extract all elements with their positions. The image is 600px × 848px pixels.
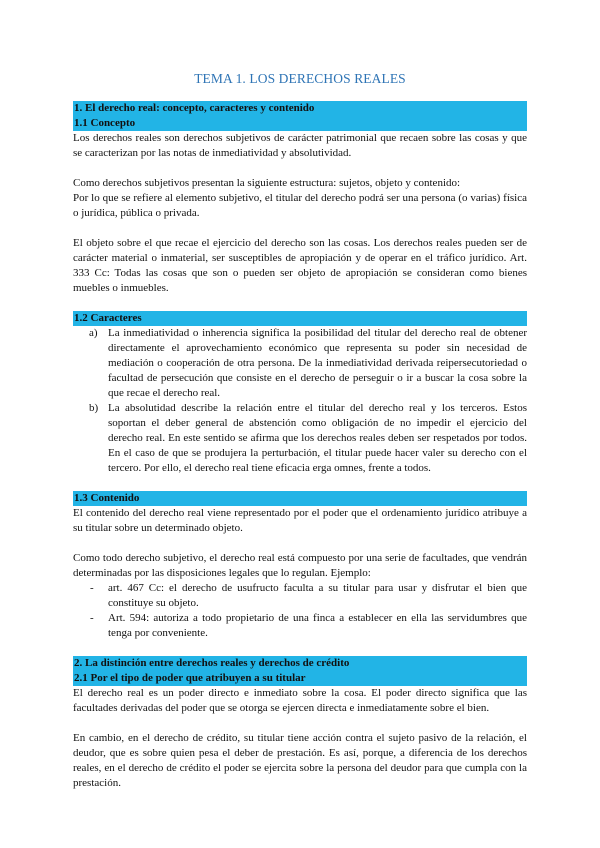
list-marker: b) — [89, 402, 99, 414]
concepto-paragraph-2a: Como derechos subjetivos presentan la siguiente estructura: sujetos, objeto y contenido: — [73, 177, 461, 189]
section-1-heading: 1. El derecho real: concepto, caracteres y contenido — [73, 101, 527, 116]
list-marker: - — [90, 612, 94, 624]
section-2-heading: 2. La distinción entre derechos reales y derechos de crédito — [73, 656, 527, 671]
contenido-paragraph-1: El contenido del derecho real viene representado por el poder que el ordenamiento jurídico atribuye a su titular sobre un determinado objeto. — [73, 507, 527, 534]
section-2-1-heading: 2.1 Por el tipo de poder que atribuyen a su titular — [73, 671, 527, 686]
list-item-text: La inmediatividad o inherencia significa la posibilidad del titular del derecho real de obtener directamente el aprovechamiento económico que representa su poder sin necesidad de mediación o cooperación de otra persona. De la inmediatividad derivada reipersecutoriedad o facultad de persecución que consiste en el derecho de perseguir o ir a buscar la cosa sobre la que recae el derecho real. — [108, 327, 527, 399]
list-item — [73, 401, 527, 476]
list-item — [73, 326, 527, 401]
poder-paragraph-1: El derecho real es un poder directo e inmediato sobre la cosa. El poder directo significa que las facultades derivadas del poder que se otorga se ejercen directa e inmediatamente sobre el bien. — [73, 687, 527, 714]
poder-paragraph-2: En cambio, en el derecho de crédito, su titular tiene acción contra el sujeto pasivo de la relación, el deudor, que es sobre quien pesa el deber de prestación. Es así, porque, a diferencia de los derechos reales, en el derecho de crédito el poder se ejercita sobre la persona del deudor para que cumpla con la prestación. — [73, 732, 527, 789]
document-content — [73, 70, 527, 791]
list-marker: - — [90, 582, 94, 594]
section-1-2-heading: 1.2 Caracteres — [73, 311, 527, 326]
concepto-paragraph-2b: Por lo que se refiere al elemento subjetivo, el titular del derecho podrá ser una persona (o varias) física o jurídica, pública o privada. — [73, 192, 527, 219]
caracteres-list — [73, 326, 527, 476]
list-item — [73, 611, 527, 641]
list-item — [73, 581, 527, 611]
list-item-text: Art. 594: autoriza a todo propietario de una finca a establecer en ella las servidumbres que tenga por conveniente. — [108, 612, 527, 639]
contenido-paragraph-2: Como todo derecho subjetivo, el derecho real está compuesto por una serie de facultades, que vendrán determinadas por las disposiciones legales que lo regulan. Ejemplo: — [73, 552, 527, 579]
contenido-examples-list — [73, 581, 527, 641]
concepto-paragraph-3: El objeto sobre el que recae el ejercicio del derecho son las cosas. Los derechos reales pueden ser de carácter material o inmaterial, ser susceptibles de apropiación y de operar en el tráfico jurídico. Art. 333 Cc: Todas las cosas que son o pueden ser objeto de apropiación se consideran como bienes muebles o inmuebles. — [73, 237, 527, 294]
section-1-3-heading: 1.3 Contenido — [73, 491, 527, 506]
section-1-1-heading: 1.1 Concepto — [73, 116, 527, 131]
page-title: TEMA 1. LOS DERECHOS REALES — [194, 71, 406, 86]
list-marker: a) — [89, 327, 98, 339]
list-item-text: art. 467 Cc: el derecho de usufructo faculta a su titular para usar y disfrutar el bien que constituye su objeto. — [108, 582, 527, 609]
concepto-paragraph-1: Los derechos reales son derechos subjetivos de carácter patrimonial que recaen sobre las cosas y que se caracterizan por las notas de inmediatividad y absolutividad. — [73, 132, 527, 159]
list-item-text: La absolutidad describe la relación entre el titular del derecho real y los terceros. Estos soportan el deber general de abstención como obligación de no impedir el ejercicio del derecho real. En este sentido se afirma que los derechos reales deben ser respetados por todos. En el caso de que se produjera la perturbación, el titular puede hacer valer su derecho con el tercero. Por ello, el derecho real tiene eficacia erga omnes, frente a todos. — [108, 402, 527, 474]
